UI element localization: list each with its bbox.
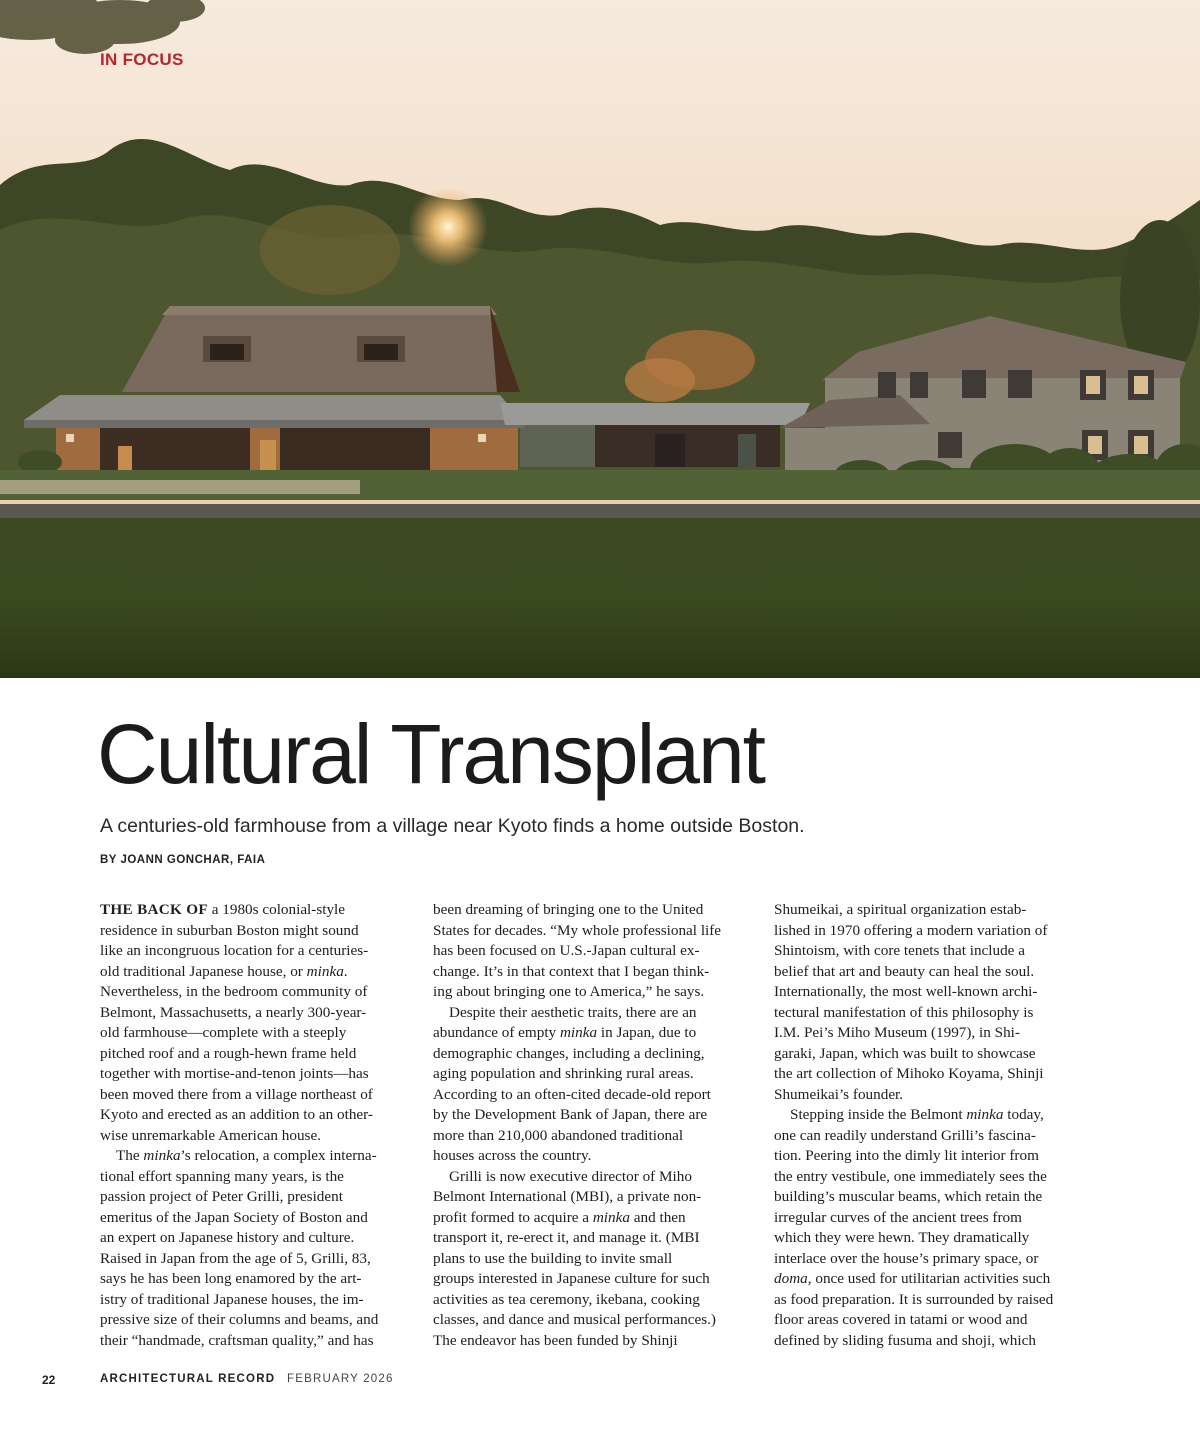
body-line: Shintoism, with core tenets that include a [774, 942, 1025, 959]
body-line: says he has been long enamored by the art- [100, 1270, 362, 1287]
body-line: passion project of Peter Grilli, president [100, 1188, 343, 1205]
body-line: classes, and dance and musical performances.) [433, 1311, 716, 1328]
body-line: been moved there from a village northeast of [100, 1085, 373, 1103]
hero-photo [0, 0, 1200, 678]
section-tag: IN FOCUS [100, 50, 184, 69]
body-line: irregular curves of the ancient trees from [774, 1208, 1022, 1226]
body-line: plans to use the building to invite small [433, 1249, 673, 1267]
body-line: pitched roof and a rough-hewn frame held [100, 1044, 357, 1062]
body-line: pressive size of their columns and beams, and [100, 1311, 379, 1328]
body-line: aging population and shrinking rural areas. [433, 1065, 694, 1082]
body-line: houses across the country. [433, 1147, 592, 1164]
body-line: the art collection of Mihoko Koyama, Shinji [774, 1065, 1044, 1082]
body-line: Raised in Japan from the age of 5, Grilli, 83, [100, 1249, 371, 1267]
dek: A centuries-old farmhouse from a village near Kyoto finds a home outside Boston. [100, 815, 805, 837]
page-number: 22 [42, 1373, 56, 1387]
body-line: by the Development Bank of Japan, there are [433, 1106, 708, 1123]
body-line: Belmont, Massachusetts, a nearly 300-year- [100, 1003, 367, 1021]
body-line: abundance of empty minka in Japan, due to [433, 1024, 697, 1041]
body-line: change. It’s in that context that I began think- [433, 962, 710, 980]
body-line: demographic changes, including a declining, [433, 1044, 705, 1062]
body-line: emeritus of the Japan Society of Boston and [100, 1208, 368, 1226]
house-landscape-illustration [0, 0, 1200, 678]
body-line: Internationally, the most well-known archi- [774, 983, 1038, 1000]
body-line: THE BACK OF a 1980s colonial-style [100, 901, 346, 918]
body-line: their “handmade, craftsman quality,” and has [100, 1331, 374, 1349]
body-line: old farmhouse—complete with a steeply [100, 1024, 347, 1041]
body-line: tectural manifestation of this philosophy is [774, 1003, 1034, 1021]
article-column-2 [433, 900, 743, 1351]
body-line: activities as tea ceremony, ikebana, cooking [433, 1290, 700, 1308]
body-line: groups interested in Japanese culture for such [433, 1270, 710, 1287]
body-line: together with mortise-and-tenon joints—has [100, 1065, 369, 1082]
body-line: istry of traditional Japanese houses, the im- [100, 1290, 364, 1308]
body-line: Stepping inside the Belmont minka today, [790, 1106, 1044, 1123]
body-line: tion. Peering into the dimly lit interior from [774, 1147, 1039, 1164]
body-line: Grilli is now executive director of Miho [449, 1167, 692, 1185]
connector-link [500, 403, 810, 467]
body-line: garaki, Japan, which was built to showcase [774, 1044, 1036, 1062]
body-line: Shumeikai, a spiritual organization estab- [774, 901, 1027, 918]
body-line: Belmont International (MBI), a private non- [433, 1188, 702, 1205]
body-line: The endeavor has been funded by Shinji [433, 1331, 678, 1349]
body-line: States for decades. “My whole professional life [433, 921, 722, 939]
body-line: interlace over the house’s primary space, or [774, 1249, 1039, 1267]
body-line: more than 210,000 abandoned traditional [433, 1126, 684, 1144]
body-line: According to an often-cited decade-old report [433, 1085, 711, 1103]
issue-date: FEBRUARY 2026 [287, 1373, 394, 1385]
byline: BY JOANN GONCHAR, FAIA [100, 854, 266, 866]
article-column-3 [774, 900, 1084, 1351]
article-column-1 [100, 900, 406, 1351]
body-line: one can readily understand Grilli’s fascina- [774, 1126, 1036, 1144]
body-line: Kyoto and erected as an addition to an other- [100, 1106, 373, 1123]
headline: Cultural Transplant [97, 707, 765, 801]
body-line: I.M. Pei’s Miho Museum (1997), in Shi- [774, 1024, 1020, 1041]
body-line: which they were hewn. They dramatically [774, 1229, 1030, 1246]
body-line: the entry vestibule, one immediately sees the [774, 1167, 1047, 1185]
body-line: as food preparation. It is surrounded by raised [774, 1290, 1054, 1308]
body-line: residence in suburban Boston might sound [100, 921, 359, 939]
body-line: ing about bringing one to America,” he says. [433, 983, 705, 1000]
body-line: defined by sliding fusuma and shoji, which [774, 1331, 1036, 1349]
body-line: belief that art and beauty can heal the soul. [774, 962, 1035, 980]
body-line: an expert on Japanese history and culture. [100, 1229, 355, 1246]
body-line: tional effort spanning many years, is the [100, 1167, 344, 1185]
body-line: Nevertheless, in the bedroom community of [100, 983, 368, 1000]
body-line: The minka’s relocation, a complex interna- [116, 1147, 377, 1164]
body-line: old traditional Japanese house, or minka. [100, 962, 348, 980]
sun [408, 187, 488, 267]
body-line: been dreaming of bringing one to the United [433, 901, 704, 918]
body-line: Shumeikai’s founder. [774, 1085, 904, 1103]
body-line: Despite their aesthetic traits, there are an [449, 1003, 697, 1021]
body-line: like an incongruous location for a centuries- [100, 942, 369, 959]
body-line: building’s muscular beams, which retain the [774, 1188, 1043, 1205]
body-line: wise unremarkable American house. [100, 1126, 321, 1144]
lead-in: THE BACK OF [100, 901, 208, 918]
body-line: lished in 1970 offering a modern variation of [774, 921, 1048, 939]
body-line: doma, once used for utilitarian activities such [774, 1270, 1051, 1287]
body-line: profit formed to acquire a minka and then [433, 1208, 686, 1226]
body-line: floor areas covered in tatami or wood and [774, 1311, 1028, 1328]
magazine-name: ARCHITECTURAL RECORD [100, 1373, 276, 1385]
body-line: transport it, re-erect it, and manage it. (MBI [433, 1229, 700, 1246]
body-line: has been focused on U.S.-Japan cultural ex- [433, 942, 700, 959]
